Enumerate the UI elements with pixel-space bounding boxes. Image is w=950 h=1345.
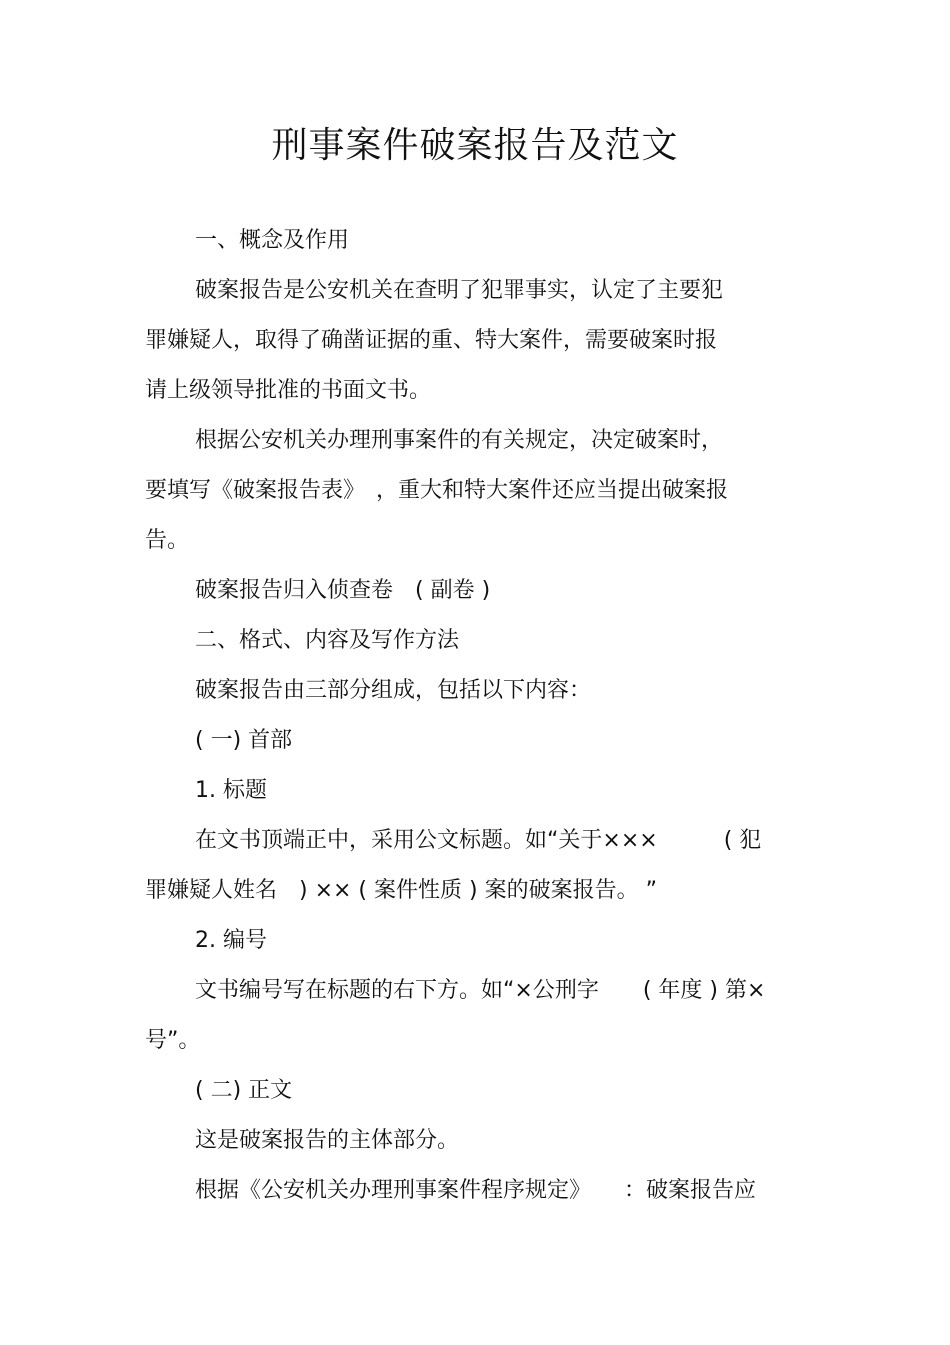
- paragraph-line: 破案报告归入侦查卷 ( 副卷 ): [195, 578, 491, 603]
- paragraph-line: 破案报告是公安机关在查明了犯罪事实，认定了主要犯: [195, 278, 724, 303]
- paragraph-line: 要填写《破案报告表》 ，重大和特大案件还应当提出破案报: [145, 478, 729, 503]
- subsection-heading-body: ( 二) 正文: [195, 1078, 293, 1103]
- item-heading-number: 2. 编号: [195, 928, 267, 953]
- paragraph-line: 根据公安机关办理刑事案件的有关规定，决定破案时，: [195, 428, 724, 453]
- item-heading-title: 1. 标题: [195, 778, 267, 803]
- subsection-heading-header: ( 一) 首部: [195, 728, 293, 753]
- paragraph-line: 号”。: [145, 1028, 201, 1053]
- document-title: 刑事案件破案报告及范文: [271, 125, 679, 166]
- paragraph-line: 罪嫌疑人，取得了确凿证据的重、特大案件，需要破案时报: [145, 328, 718, 353]
- paragraph-line: 请上级领导批准的书面文书。: [145, 378, 432, 403]
- paragraph-line: 根据《公安机关办理刑事案件程序规定》 ：破案报告应: [195, 1178, 757, 1203]
- paragraph-line: 破案报告由三部分组成，包括以下内容：: [195, 678, 592, 703]
- paragraph-line: 文书编号写在标题的右下方。如“×公刑字 ( 年度 ) 第×: [195, 978, 766, 1003]
- section-heading-concept: 一、概念及作用: [195, 228, 350, 253]
- paragraph-line: 罪嫌疑人姓名 ) ×× ( 案件性质 ) 案的破案报告。 ”: [145, 878, 657, 903]
- paragraph-line: 这是破案报告的主体部分。: [195, 1128, 460, 1153]
- section-heading-format: 二、格式、内容及写作方法: [195, 628, 460, 653]
- paragraph-line: 告。: [145, 528, 190, 553]
- paragraph-line: 在文书顶端正中，采用公文标题。如“关于××× ( 犯: [195, 828, 762, 853]
